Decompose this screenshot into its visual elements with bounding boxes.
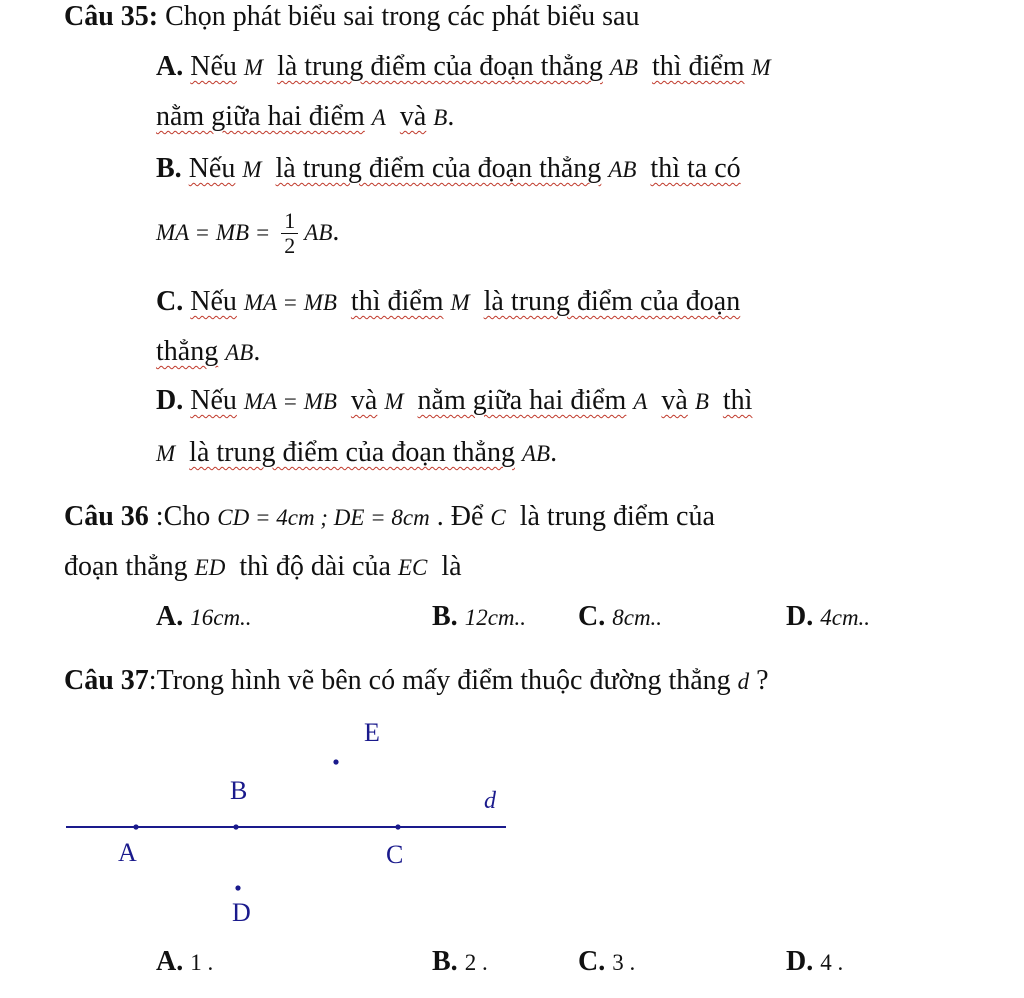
- option-label: A.: [156, 946, 184, 977]
- option-value: 1 .: [190, 950, 214, 975]
- math-var: B: [433, 105, 448, 130]
- math-expression: CD = 4cm ; DE = 8cm: [217, 505, 430, 530]
- math-var: C: [490, 505, 506, 530]
- punct: .: [447, 101, 455, 132]
- math-var: AB: [609, 55, 638, 80]
- punct: .: [550, 437, 558, 468]
- q35-option-d-line1: [156, 384, 752, 419]
- q37-prompt: :Trong hình vẽ bên có mấy điểm thuộc đường thẳng: [148, 665, 731, 696]
- math-var: M: [751, 55, 771, 80]
- option-value: 4cm..: [820, 605, 871, 630]
- text-run: là trung điểm của đoạn thẳng: [277, 51, 603, 82]
- q35-option-b-line1: [156, 152, 741, 187]
- math-expression: MA = MB: [243, 389, 337, 414]
- label-e: E: [364, 718, 380, 747]
- option-value: 16cm..: [190, 605, 252, 630]
- text-run: Nếu: [188, 153, 236, 184]
- option-label: C.: [578, 946, 606, 977]
- math-var: M: [156, 441, 176, 466]
- fraction-numerator: 1: [281, 209, 298, 234]
- option-label: B.: [432, 946, 458, 977]
- text-run: đoạn thẳng: [64, 551, 188, 582]
- math-var: M: [243, 55, 264, 80]
- text-run: thì ta có: [650, 153, 741, 184]
- math-var: B: [694, 389, 709, 414]
- q37-answer-c[interactable]: [578, 945, 635, 980]
- math-var: EC: [397, 555, 428, 580]
- text-run: Nếu: [190, 286, 237, 317]
- q35-option-c-line2: [156, 335, 260, 370]
- text-run: là trung điểm của đoạn: [483, 286, 741, 317]
- label-d: D: [232, 898, 251, 927]
- point-d-dot: [235, 885, 240, 890]
- point-c-dot: [395, 824, 400, 829]
- q35-option-a-line2: [156, 100, 454, 135]
- text-run: thì độ dài của: [239, 551, 391, 582]
- math-var: M: [450, 290, 470, 315]
- point-e-dot: [333, 759, 338, 764]
- q36-heading-line1: [64, 500, 715, 535]
- label-b: B: [230, 776, 248, 805]
- label-c: C: [386, 840, 404, 869]
- option-label: A.: [156, 601, 184, 632]
- q36-answer-a[interactable]: [156, 600, 252, 635]
- text-run: Nếu: [190, 385, 237, 416]
- q35-option-c-line1: [156, 285, 740, 320]
- option-label: D.: [786, 946, 814, 977]
- math-var: M: [384, 389, 404, 414]
- q35-option-b-equation: [156, 202, 339, 263]
- option-value: 3 .: [612, 950, 636, 975]
- q36-heading-line2: [64, 550, 462, 585]
- q37-answer-d[interactable]: [786, 945, 843, 980]
- math-var: AB: [304, 220, 333, 245]
- text-run: nằm giữa hai điểm: [156, 101, 365, 132]
- math-var: d: [737, 669, 750, 694]
- math-var: AB: [225, 340, 254, 365]
- punct: ?: [756, 665, 769, 696]
- text-run: . Để: [436, 501, 484, 532]
- q36-title: Câu 36: [64, 501, 149, 532]
- text-run: là trung điểm của đoạn thẳng: [189, 437, 515, 468]
- text-run: Nếu: [190, 51, 237, 82]
- option-label: D.: [156, 385, 184, 416]
- text-run: là trung điểm của: [519, 501, 715, 532]
- label-a: A: [118, 838, 137, 867]
- text-run: và: [350, 385, 378, 416]
- q37-answer-a[interactable]: [156, 945, 213, 980]
- option-label: C.: [578, 601, 606, 632]
- math-var: A: [633, 389, 648, 414]
- text-run: thẳng: [156, 336, 219, 367]
- option-value: 12cm..: [464, 605, 527, 630]
- math-expression: MA = MB: [243, 290, 337, 315]
- point-b-dot: [233, 824, 238, 829]
- q37-title: Câu 37: [64, 665, 149, 696]
- q37-answer-b[interactable]: [432, 945, 488, 980]
- text-run: là trung điểm của đoạn thẳng: [275, 153, 602, 184]
- label-line-d: d: [484, 788, 496, 814]
- q36-answer-c[interactable]: [578, 600, 662, 635]
- text-run: thì điểm: [651, 51, 745, 82]
- text-run: nằm giữa hai điểm: [417, 385, 627, 416]
- math-var: AB: [608, 157, 637, 182]
- text-run: thì: [722, 385, 753, 416]
- punct: .: [253, 336, 261, 367]
- q35-prompt: Chọn phát biểu sai trong các phát biểu sau: [165, 1, 640, 32]
- math-var: M: [242, 157, 262, 182]
- q36-answer-b[interactable]: [432, 600, 526, 635]
- text-run: :Cho: [155, 501, 211, 532]
- point-a-dot: [133, 824, 138, 829]
- math-expression: MA = MB =: [156, 220, 271, 245]
- option-label: A.: [156, 51, 184, 82]
- q35-heading: [64, 0, 639, 34]
- option-value: 2 .: [464, 950, 488, 975]
- text-run: thì điểm: [350, 286, 444, 317]
- math-var: ED: [194, 555, 226, 580]
- q35-option-a-line1: [156, 50, 771, 85]
- math-var: AB: [521, 441, 551, 466]
- option-label: B.: [432, 601, 458, 632]
- option-label: B.: [156, 153, 182, 184]
- fraction-denominator: 2: [284, 233, 296, 259]
- option-value: 8cm..: [612, 605, 663, 630]
- math-var: A: [371, 105, 386, 130]
- text-run: và: [661, 385, 688, 416]
- q35-title: Câu 35:: [64, 1, 159, 32]
- text-run: là: [441, 551, 462, 582]
- q37-figure: [40, 700, 560, 940]
- option-label: D.: [786, 601, 814, 632]
- option-label: C.: [156, 286, 184, 317]
- text-run: và: [399, 101, 427, 132]
- option-value: 4 .: [820, 950, 844, 975]
- fraction: [281, 209, 298, 258]
- q35-option-d-line2: [156, 436, 557, 471]
- q37-heading: [64, 664, 769, 699]
- q36-answer-d[interactable]: [786, 600, 870, 635]
- punct: .: [332, 216, 340, 247]
